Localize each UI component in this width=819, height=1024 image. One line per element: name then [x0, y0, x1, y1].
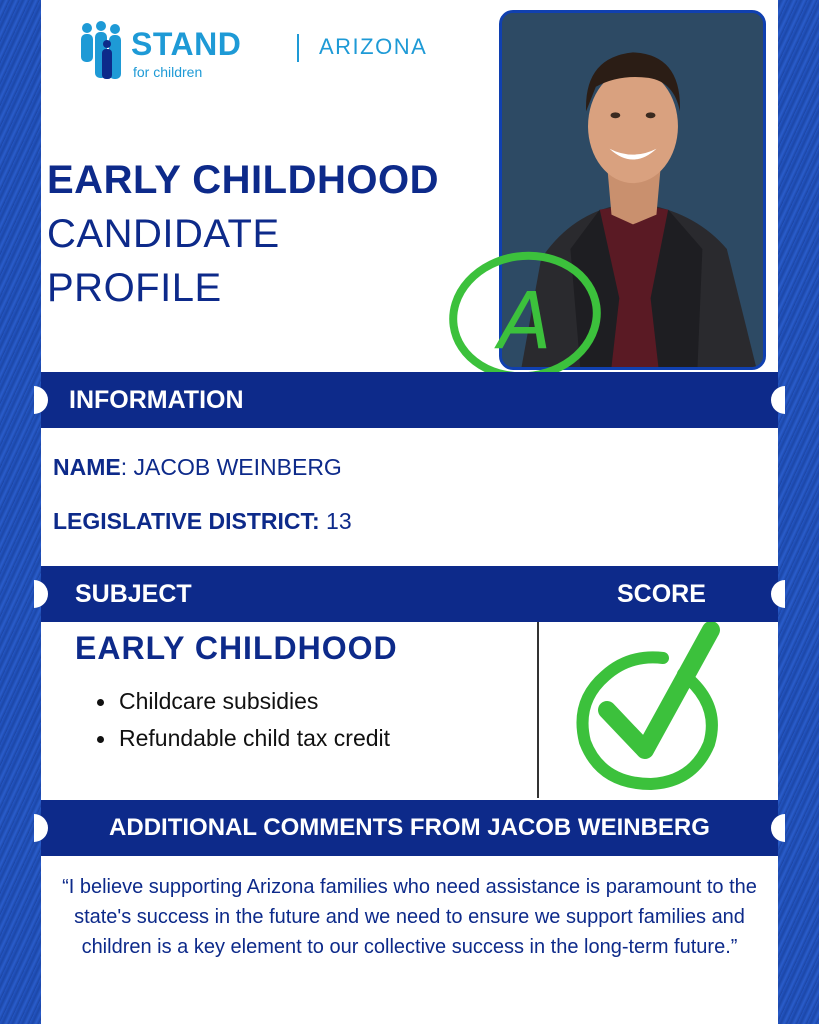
brand-tagline: for children [133, 64, 203, 80]
subject-title: EARLY CHILDHOOD [75, 630, 398, 666]
family-figures-icon [79, 20, 127, 84]
logo-divider [297, 34, 299, 62]
brand-name: STAND [131, 26, 242, 62]
grade-a-badge [445, 246, 605, 384]
grade-letter: A [498, 277, 552, 367]
information-banner [41, 372, 778, 428]
information-header: INFORMATION [69, 386, 244, 414]
stand-logo [79, 20, 428, 84]
district-value: 13 [319, 508, 352, 534]
list-item: Refundable child tax credit [97, 725, 390, 752]
score-header: SCORE [617, 580, 706, 608]
candidate-quote: “I believe supporting Arizona families who need assistance is paramount to the state's success in the future and we need to ensure we support families and children is a key element to our collective success in the long-term future.” [62, 876, 757, 958]
comments-banner [41, 800, 778, 856]
list-item: Childcare subsidies [97, 688, 390, 715]
right-border [778, 0, 819, 1024]
district-row [53, 508, 352, 535]
left-border [0, 0, 41, 1024]
column-divider [537, 622, 539, 798]
title-line-3: PROFILE [47, 266, 222, 310]
candidate-profile-card [41, 0, 778, 1024]
title-line-1: EARLY CHILDHOOD [47, 158, 439, 202]
subject-score-banner [41, 566, 778, 622]
checkmark-circle-icon [571, 622, 731, 792]
policy-bullet-list [97, 688, 390, 762]
title-line-2: CANDIDATE [47, 212, 280, 256]
district-label: LEGISLATIVE DISTRICT: [53, 508, 320, 534]
name-row [53, 454, 342, 481]
subject-header: SUBJECT [75, 580, 192, 608]
brand-region: ARIZONA [319, 34, 428, 59]
name-label: NAME [53, 454, 121, 480]
name-value: : JACOB WEINBERG [120, 454, 342, 480]
comments-header: ADDITIONAL COMMENTS FROM JACOB WEINBERG [109, 814, 710, 841]
